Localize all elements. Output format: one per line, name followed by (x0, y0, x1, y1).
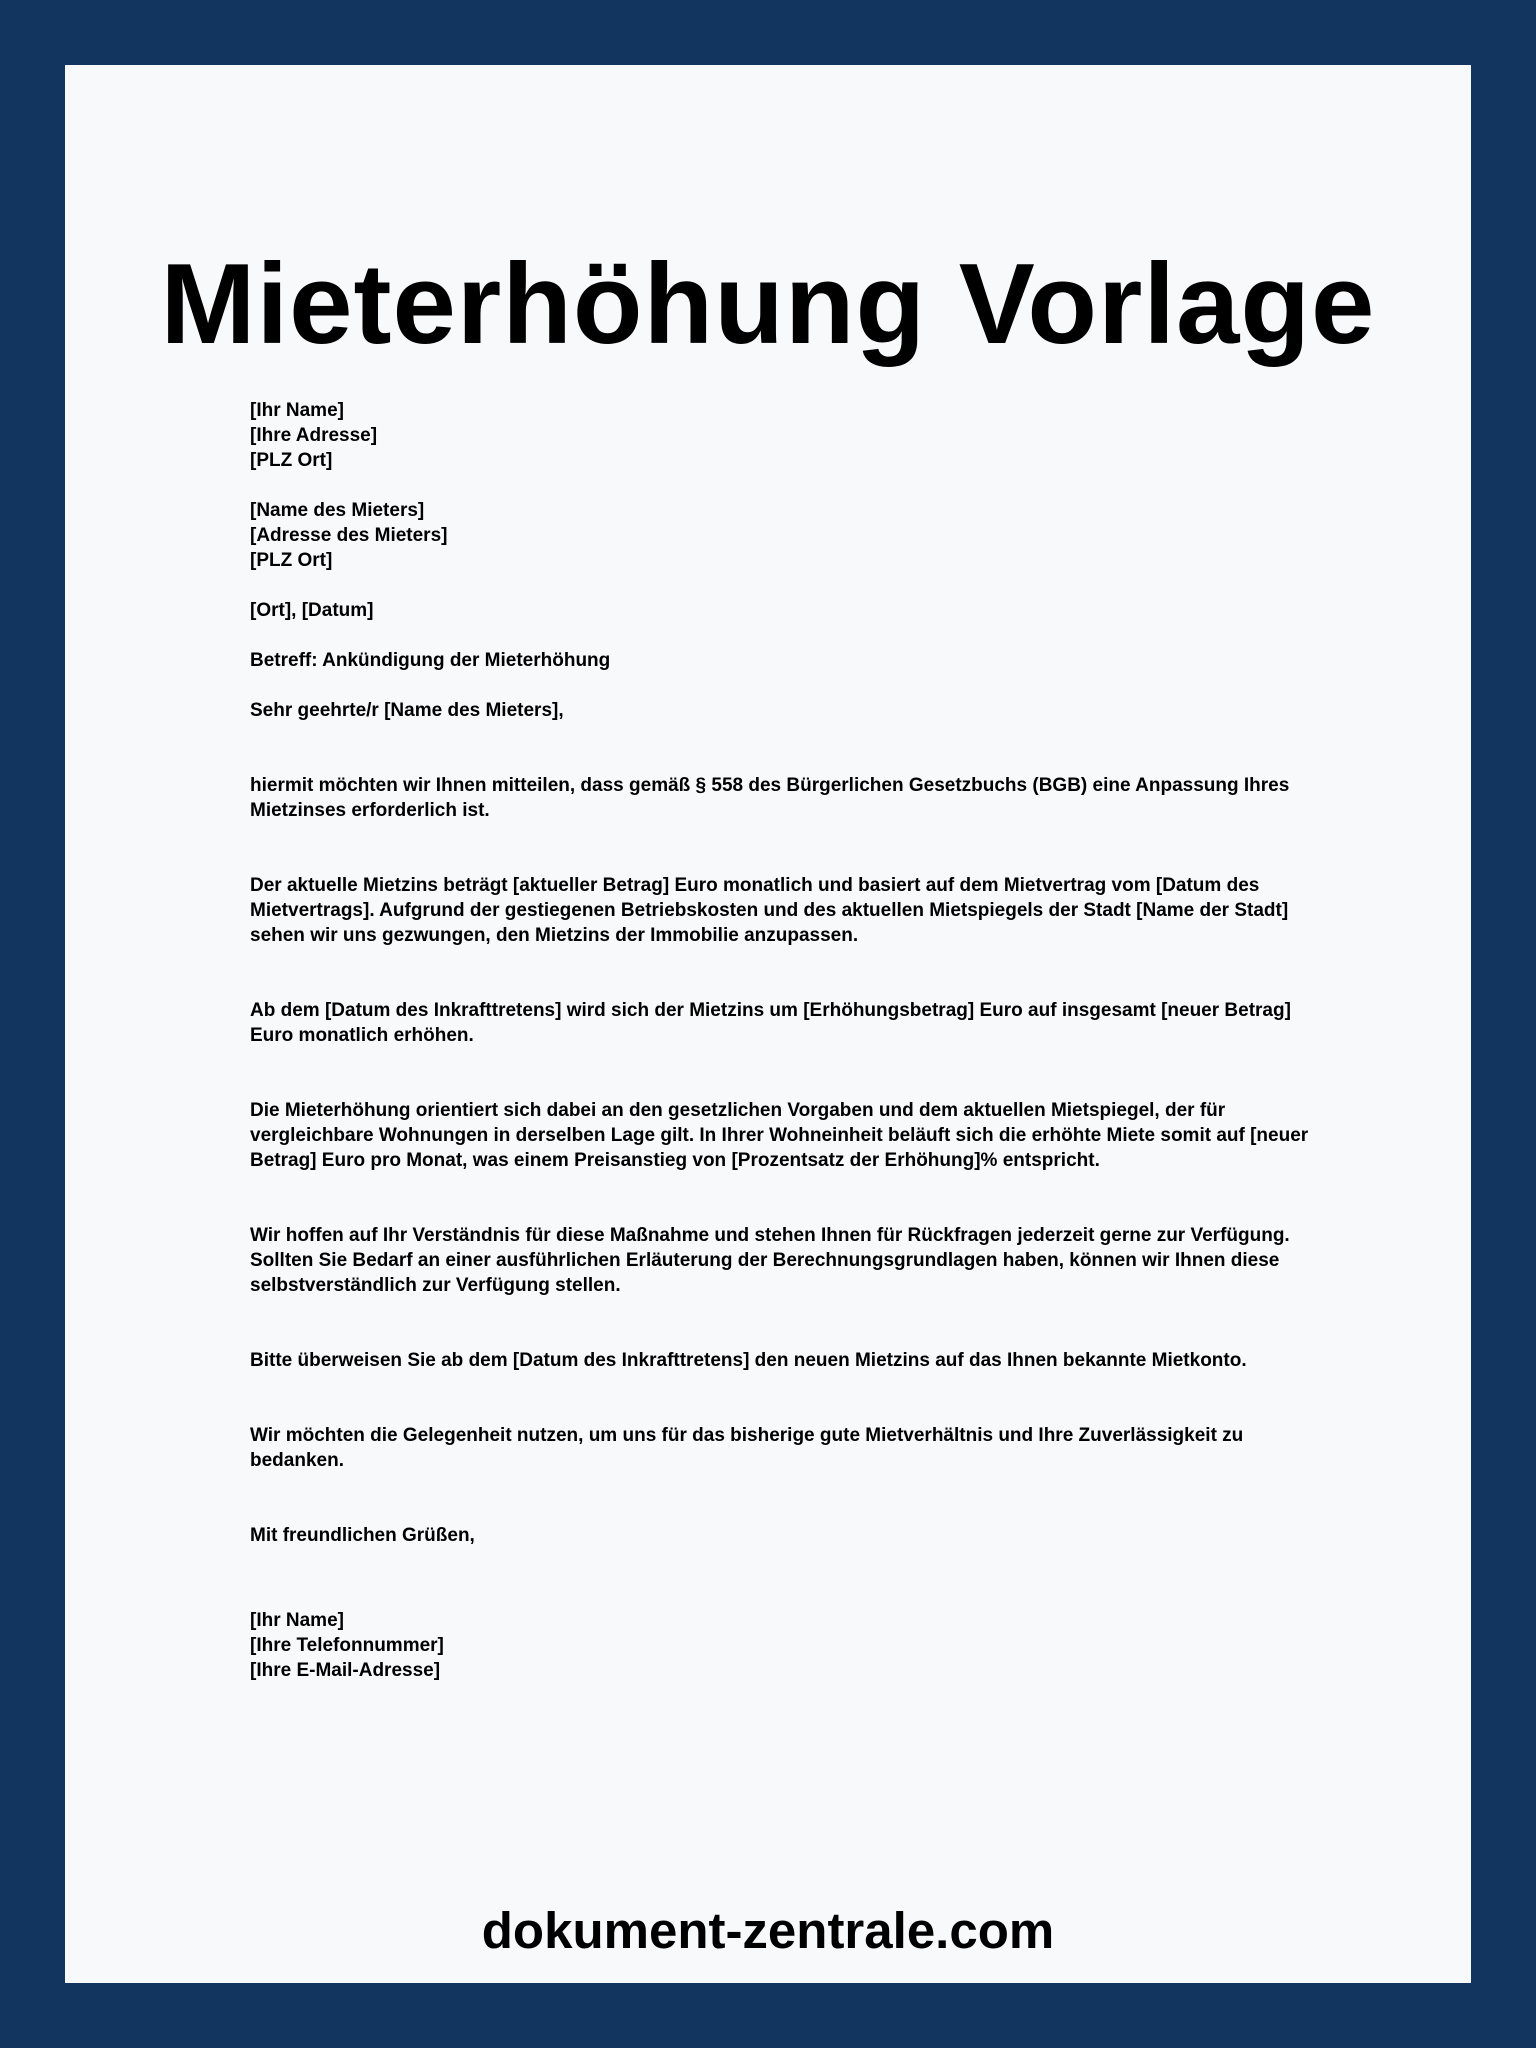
closing: Mit freundlichen Grüßen, (250, 1525, 475, 1546)
sender-city: [PLZ Ort] (250, 450, 333, 471)
salutation: Sehr geehrte/r [Name des Mieters], (250, 700, 564, 721)
sender-block (250, 398, 1350, 473)
signature-name: [Ihr Name] (250, 1610, 344, 1631)
recipient-address: [Adresse des Mieters] (250, 525, 448, 546)
paragraph-understanding: Wir hoffen auf Ihr Verständnis für diese Maßnahme und stehen Ihnen für Rückfragen jederzeit gerne zur Verfügung. Sollten Sie Bedarf an einer ausführlichen Erläuterung der Berechnungsgrundlagen haben, können wir Ihnen diese selbstverständlich zur Verfügung stellen. (250, 1225, 1290, 1296)
sender-name: [Ihr Name] (250, 400, 344, 421)
footer-website: dokument-zentrale.com (481, 1902, 1055, 1959)
sender-address: [Ihre Adresse] (250, 425, 378, 446)
paragraph-current-rent: Der aktuelle Mietzins beträgt [aktueller Betrag] Euro monatlich und basiert auf dem Mietvertrag vom [Datum des Mietvertrags]. Aufgrund der gestiegenen Betriebskosten und des aktuellen Mietspiegels der Stadt [Name der Stadt] sehen wir uns gezwungen, den Mietzins der Immobilie anzupassen. (250, 875, 1289, 946)
signature-email: [Ihre E-Mail-Adresse] (250, 1660, 441, 1681)
recipient-city: [PLZ Ort] (250, 550, 333, 571)
paragraph-thanks: Wir möchten die Gelegenheit nutzen, um uns für das bisherige gute Mietverhältnis und Ihre Zuverlässigkeit zu bedanken. (250, 1425, 1244, 1471)
signature-phone: [Ihre Telefonnummer] (250, 1635, 444, 1656)
recipient-block (250, 498, 1350, 573)
letter-body (250, 398, 1350, 1683)
document-page (65, 65, 1471, 1983)
signature-block (250, 1608, 1350, 1683)
paragraph-new-rent: Ab dem [Datum des Inkrafttretens] wird sich der Mietzins um [Erhöhungsbetrag] Euro auf insgesamt [neuer Betrag] Euro monatlich erhöhen. (250, 1000, 1291, 1046)
document-title: Mieterhöhung Vorlage (160, 241, 1376, 368)
paragraph-justification: Die Mieterhöhung orientiert sich dabei an den gesetzlichen Vorgaben und dem aktuellen Mietspiegel, der für vergleichbare Wohnungen in derselben Lage gilt. In Ihrer Wohneinheit beläuft sich die erhöhte Miete somit auf [neuer Betrag] Euro pro Monat, was einem Preisanstieg von [Prozentsatz der Erhöhung]% entspricht. (250, 1100, 1309, 1171)
place-date: [Ort], [Datum] (250, 600, 374, 621)
paragraph-payment: Bitte überweisen Sie ab dem [Datum des Inkrafttretens] den neuen Mietzins auf das Ihnen bekannte Mietkonto. (250, 1350, 1247, 1371)
recipient-name: [Name des Mieters] (250, 500, 425, 521)
subject-line: Betreff: Ankündigung der Mieterhöhung (250, 650, 611, 671)
paragraph-legal-basis: hiermit möchten wir Ihnen mitteilen, dass gemäß § 558 des Bürgerlichen Gesetzbuchs (BGB) eine Anpassung Ihres Mietzinses erforderlich ist. (250, 775, 1290, 821)
